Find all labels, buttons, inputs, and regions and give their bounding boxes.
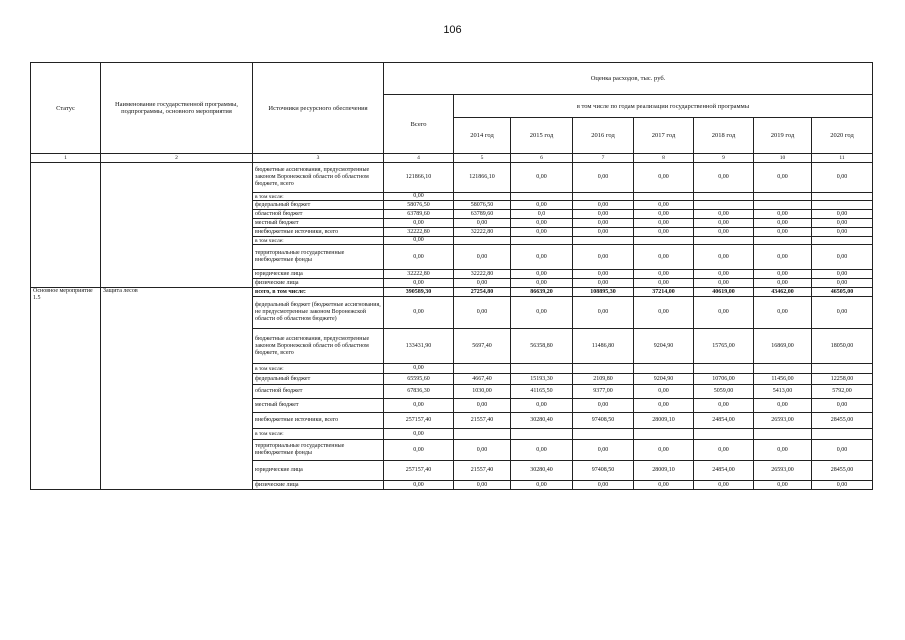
value-cell: 0,00 xyxy=(384,429,454,440)
value-cell xyxy=(573,364,634,374)
value-cell: 0,00 xyxy=(634,440,694,461)
value-cell xyxy=(454,364,511,374)
value-cell: 257157,40 xyxy=(384,413,454,429)
value-cell: 0,00 xyxy=(754,399,812,413)
value-cell: 0,00 xyxy=(573,399,634,413)
value-cell: 0,00 xyxy=(511,219,573,228)
value-cell: 0,00 xyxy=(694,481,754,490)
value-cell xyxy=(812,364,873,374)
value-cell: 108895,30 xyxy=(573,288,634,297)
value-cell: 0,00 xyxy=(634,163,694,193)
column-number: 4 xyxy=(384,154,454,163)
row-program-name xyxy=(101,163,253,288)
value-cell: 9204,90 xyxy=(634,374,694,385)
value-cell: 0,00 xyxy=(573,163,634,193)
header-by-years: в том числе по годам реализации государственной программы xyxy=(454,95,873,118)
value-cell: 0,00 xyxy=(511,297,573,329)
header-year: 2015 год xyxy=(511,118,573,154)
value-cell: 0,00 xyxy=(754,245,812,270)
value-cell: 121866,10 xyxy=(454,163,511,193)
column-number: 1 xyxy=(31,154,101,163)
value-cell: 0,00 xyxy=(694,270,754,279)
value-cell xyxy=(812,193,873,201)
column-number: 9 xyxy=(694,154,754,163)
value-cell: 0,00 xyxy=(694,297,754,329)
value-cell: 0,00 xyxy=(511,440,573,461)
value-cell: 0,00 xyxy=(511,279,573,288)
value-cell xyxy=(812,429,873,440)
row-source: федеральный бюджет (бюджетные ассигнования, не предусмотренные законом Воронежской области об областном бюджете) xyxy=(253,297,384,329)
value-cell xyxy=(754,193,812,201)
row-source: в том числе: xyxy=(253,237,384,245)
value-cell: 56358,80 xyxy=(511,329,573,364)
column-number: 10 xyxy=(754,154,812,163)
value-cell: 26593,00 xyxy=(754,461,812,481)
value-cell: 0,00 xyxy=(454,219,511,228)
value-cell: 0,00 xyxy=(511,399,573,413)
table-row xyxy=(31,288,873,297)
value-cell xyxy=(694,201,754,210)
value-cell: 32222,80 xyxy=(454,228,511,237)
value-cell: 30280,40 xyxy=(511,461,573,481)
value-cell xyxy=(694,237,754,245)
value-cell: 1030,00 xyxy=(454,385,511,399)
header-total: Всего xyxy=(384,95,454,154)
row-source: юридические лица xyxy=(253,270,384,279)
value-cell: 9204,90 xyxy=(634,329,694,364)
value-cell: 0,00 xyxy=(573,201,634,210)
value-cell: 32222,80 xyxy=(384,228,454,237)
value-cell: 0,00 xyxy=(511,228,573,237)
value-cell: 0,00 xyxy=(634,228,694,237)
value-cell: 67836,30 xyxy=(384,385,454,399)
row-source: территориальные государственные внебюджетные фонды xyxy=(253,440,384,461)
value-cell xyxy=(634,237,694,245)
table-body xyxy=(31,63,873,490)
value-cell: 41165,50 xyxy=(511,385,573,399)
value-cell: 18050,00 xyxy=(812,329,873,364)
resource-table xyxy=(30,62,873,490)
value-cell: 0,00 xyxy=(511,245,573,270)
value-cell: 28009,10 xyxy=(634,413,694,429)
value-cell: 0,00 xyxy=(573,440,634,461)
value-cell: 97408,50 xyxy=(573,461,634,481)
value-cell xyxy=(454,237,511,245)
row-status: Основное мероприятие 1.5 xyxy=(31,288,101,490)
value-cell: 5413,00 xyxy=(754,385,812,399)
value-cell: 0,00 xyxy=(573,270,634,279)
value-cell: 0,00 xyxy=(694,279,754,288)
value-cell: 0,00 xyxy=(754,228,812,237)
value-cell xyxy=(511,237,573,245)
value-cell: 5697,40 xyxy=(454,329,511,364)
value-cell: 32222,80 xyxy=(384,270,454,279)
value-cell xyxy=(694,193,754,201)
value-cell: 28455,00 xyxy=(812,461,873,481)
value-cell: 43462,00 xyxy=(754,288,812,297)
value-cell: 390589,30 xyxy=(384,288,454,297)
value-cell: 0,00 xyxy=(634,219,694,228)
value-cell: 0,00 xyxy=(634,245,694,270)
value-cell: 86639,20 xyxy=(511,288,573,297)
value-cell: 121866,10 xyxy=(384,163,454,193)
value-cell: 0,0 xyxy=(511,210,573,219)
column-number: 5 xyxy=(454,154,511,163)
value-cell: 12258,00 xyxy=(812,374,873,385)
value-cell: 0,00 xyxy=(694,219,754,228)
value-cell: 0,00 xyxy=(754,210,812,219)
value-cell xyxy=(634,364,694,374)
value-cell: 0,00 xyxy=(511,201,573,210)
value-cell xyxy=(573,237,634,245)
value-cell xyxy=(754,364,812,374)
value-cell: 0,00 xyxy=(634,399,694,413)
header-status: Статус xyxy=(31,63,101,154)
row-source: физические лица xyxy=(253,481,384,490)
value-cell: 0,00 xyxy=(573,219,634,228)
value-cell xyxy=(754,429,812,440)
value-cell: 0,00 xyxy=(812,163,873,193)
value-cell: 27254,80 xyxy=(454,288,511,297)
value-cell: 0,00 xyxy=(454,279,511,288)
row-source: в том числе: xyxy=(253,193,384,201)
value-cell: 0,00 xyxy=(694,228,754,237)
row-source: бюджетные ассигнования, предусмотренные законом Воронежской области об областном бюджете, всего xyxy=(253,329,384,364)
value-cell: 0,00 xyxy=(812,399,873,413)
value-cell: 0,00 xyxy=(634,481,694,490)
value-cell: 37214,00 xyxy=(634,288,694,297)
value-cell: 11456,00 xyxy=(754,374,812,385)
header-year: 2018 год xyxy=(694,118,754,154)
value-cell: 0,00 xyxy=(694,440,754,461)
value-cell: 2109,80 xyxy=(573,374,634,385)
value-cell: 0,00 xyxy=(384,481,454,490)
value-cell: 0,00 xyxy=(754,163,812,193)
header-sources: Источники ресурсного обеспечения xyxy=(253,63,384,154)
value-cell: 5792,00 xyxy=(812,385,873,399)
value-cell: 32222,80 xyxy=(454,270,511,279)
value-cell xyxy=(634,193,694,201)
value-cell: 0,00 xyxy=(511,481,573,490)
value-cell: 0,00 xyxy=(454,245,511,270)
value-cell: 65595,60 xyxy=(384,374,454,385)
value-cell: 0,00 xyxy=(754,270,812,279)
value-cell: 10706,00 xyxy=(694,374,754,385)
value-cell: 28009,10 xyxy=(634,461,694,481)
value-cell: 0,00 xyxy=(634,270,694,279)
row-source: всего, в том числе: xyxy=(253,288,384,297)
value-cell: 0,00 xyxy=(384,219,454,228)
value-cell: 0,00 xyxy=(694,245,754,270)
row-source: территориальные государственные внебюджетные фонды xyxy=(253,245,384,270)
value-cell: 58076,50 xyxy=(454,201,511,210)
value-cell: 0,00 xyxy=(573,297,634,329)
value-cell xyxy=(573,429,634,440)
value-cell: 0,00 xyxy=(694,210,754,219)
value-cell: 0,00 xyxy=(454,297,511,329)
value-cell: 0,00 xyxy=(754,481,812,490)
row-source: федеральный бюджет xyxy=(253,201,384,210)
value-cell: 21557,40 xyxy=(454,413,511,429)
value-cell: 0,00 xyxy=(573,210,634,219)
value-cell: 40619,00 xyxy=(694,288,754,297)
value-cell: 257157,40 xyxy=(384,461,454,481)
value-cell xyxy=(754,201,812,210)
column-number: 6 xyxy=(511,154,573,163)
value-cell: 30280,40 xyxy=(511,413,573,429)
value-cell: 0,00 xyxy=(754,297,812,329)
value-cell: 0,00 xyxy=(754,440,812,461)
value-cell: 0,00 xyxy=(634,210,694,219)
value-cell: 0,00 xyxy=(694,399,754,413)
header-year: 2019 год xyxy=(754,118,812,154)
value-cell: 0,00 xyxy=(454,440,511,461)
value-cell: 24854,00 xyxy=(694,413,754,429)
value-cell: 97408,50 xyxy=(573,413,634,429)
value-cell: 0,00 xyxy=(573,279,634,288)
value-cell: 0,00 xyxy=(634,279,694,288)
value-cell xyxy=(694,364,754,374)
value-cell: 0,00 xyxy=(754,219,812,228)
row-source: внебюджетные источники, всего xyxy=(253,413,384,429)
value-cell: 9377,00 xyxy=(573,385,634,399)
row-source: внебюджетные источники, всего xyxy=(253,228,384,237)
value-cell xyxy=(454,193,511,201)
value-cell: 0,00 xyxy=(812,219,873,228)
value-cell: 0,00 xyxy=(384,297,454,329)
value-cell: 58076,50 xyxy=(384,201,454,210)
page-number: 106 xyxy=(443,24,462,36)
value-cell xyxy=(573,193,634,201)
value-cell: 63789,60 xyxy=(384,210,454,219)
value-cell: 0,00 xyxy=(812,210,873,219)
value-cell: 0,00 xyxy=(454,481,511,490)
column-number: 8 xyxy=(634,154,694,163)
value-cell: 133431,90 xyxy=(384,329,454,364)
value-cell: 0,00 xyxy=(384,245,454,270)
header-program: Наименование государственной программы, подпрограммы, основного мероприятия xyxy=(101,63,253,154)
value-cell: 0,00 xyxy=(384,399,454,413)
header-year: 2014 год xyxy=(454,118,511,154)
value-cell: 28455,00 xyxy=(812,413,873,429)
value-cell: 0,00 xyxy=(812,270,873,279)
value-cell: 0,00 xyxy=(754,279,812,288)
column-number: 2 xyxy=(101,154,253,163)
row-program-name: Защита лесов xyxy=(101,288,253,490)
value-cell: 0,00 xyxy=(511,270,573,279)
row-source: бюджетные ассигнования, предусмотренные законом Воронежской области об областном бюджете, всего xyxy=(253,163,384,193)
header-estimate: Оценка расходов, тыс. руб. xyxy=(384,63,873,95)
value-cell xyxy=(634,429,694,440)
value-cell xyxy=(511,193,573,201)
value-cell: 0,00 xyxy=(454,399,511,413)
value-cell: 16869,00 xyxy=(754,329,812,364)
value-cell: 4667,40 xyxy=(454,374,511,385)
table-row xyxy=(31,163,873,193)
value-cell: 46505,00 xyxy=(812,288,873,297)
value-cell: 0,00 xyxy=(812,440,873,461)
value-cell: 0,00 xyxy=(812,228,873,237)
value-cell: 11486,80 xyxy=(573,329,634,364)
column-number: 11 xyxy=(812,154,873,163)
value-cell xyxy=(511,364,573,374)
value-cell: 0,00 xyxy=(573,481,634,490)
value-cell: 0,00 xyxy=(812,481,873,490)
value-cell: 24854,00 xyxy=(694,461,754,481)
row-source: федеральный бюджет xyxy=(253,374,384,385)
value-cell: 0,00 xyxy=(812,297,873,329)
row-source: в том числе: xyxy=(253,429,384,440)
value-cell: 26593,00 xyxy=(754,413,812,429)
row-source: местный бюджет xyxy=(253,399,384,413)
value-cell xyxy=(812,201,873,210)
value-cell: 0,00 xyxy=(573,245,634,270)
row-source: местный бюджет xyxy=(253,219,384,228)
value-cell xyxy=(511,429,573,440)
value-cell: 0,00 xyxy=(511,163,573,193)
value-cell xyxy=(754,237,812,245)
value-cell: 0,00 xyxy=(694,163,754,193)
header-year: 2016 год xyxy=(573,118,634,154)
value-cell: 0,00 xyxy=(384,440,454,461)
value-cell: 0,00 xyxy=(384,237,454,245)
value-cell: 63789,60 xyxy=(454,210,511,219)
value-cell xyxy=(454,429,511,440)
column-number: 3 xyxy=(253,154,384,163)
value-cell: 15765,00 xyxy=(694,329,754,364)
row-source: юридические лица xyxy=(253,461,384,481)
row-source: в том числе: xyxy=(253,364,384,374)
value-cell: 0,00 xyxy=(384,364,454,374)
value-cell xyxy=(694,429,754,440)
value-cell: 0,00 xyxy=(384,193,454,201)
row-status xyxy=(31,163,101,288)
row-source: областной бюджет xyxy=(253,385,384,399)
value-cell: 0,00 xyxy=(634,385,694,399)
row-source: физические лица xyxy=(253,279,384,288)
value-cell: 5059,00 xyxy=(694,385,754,399)
header-year: 2020 год xyxy=(812,118,873,154)
value-cell: 0,00 xyxy=(573,228,634,237)
value-cell: 0,00 xyxy=(634,201,694,210)
value-cell: 21557,40 xyxy=(454,461,511,481)
value-cell xyxy=(812,237,873,245)
value-cell: 15193,30 xyxy=(511,374,573,385)
column-number: 7 xyxy=(573,154,634,163)
value-cell: 0,00 xyxy=(812,245,873,270)
value-cell: 0,00 xyxy=(384,279,454,288)
row-source: областной бюджет xyxy=(253,210,384,219)
value-cell: 0,00 xyxy=(812,279,873,288)
value-cell: 0,00 xyxy=(634,297,694,329)
header-year: 2017 год xyxy=(634,118,694,154)
